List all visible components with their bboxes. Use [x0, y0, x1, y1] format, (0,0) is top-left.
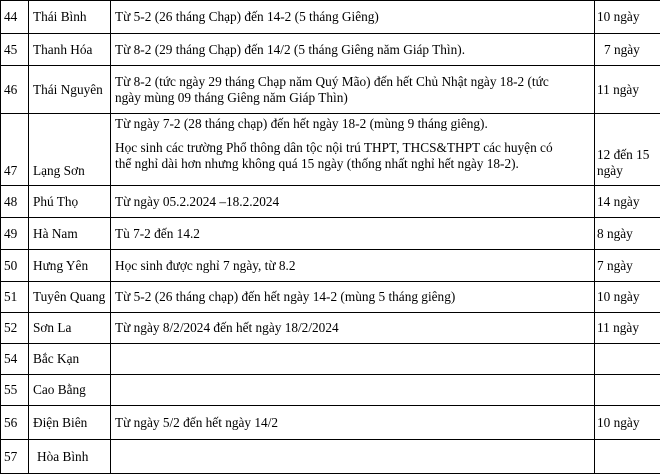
table-row — [1, 186, 660, 218]
province-name: Điện Biên — [29, 406, 111, 440]
table-row — [1, 313, 660, 344]
holiday-detail: Từ 5-2 (26 tháng chạp) đến hết ngày 14-2 (mùng 5 tháng giêng) — [111, 282, 595, 313]
table-row — [1, 34, 660, 66]
holiday-duration: 7 ngày — [595, 34, 660, 66]
province-name: Hà Nam — [29, 218, 111, 250]
holiday-detail: Từ 5-2 (26 tháng Chạp) đến 14-2 (5 tháng Giêng) — [111, 1, 595, 34]
holiday-detail: Từ ngày 7-2 (28 tháng chạp) đến hết ngày 18-2 (mùng 9 tháng giêng). Học sinh các trường Phổ thông dân tộc nội trú THPT, THCS&THPT các huyện có thể nghỉ dài hơn nhưng không quá 15 ngày (thống nhất nghỉ hết ngày 18-2). — [111, 114, 595, 186]
row-number: 45 — [1, 34, 29, 66]
holiday-duration: 10 ngày — [595, 406, 660, 440]
row-number: 54 — [1, 344, 29, 375]
province-name: Thái Nguyên — [29, 66, 111, 114]
holiday-duration: 10 ngày — [595, 282, 660, 313]
holiday-duration: 14 ngày — [595, 186, 660, 218]
holiday-detail: Từ ngày 05.2.2024 –18.2.2024 — [111, 186, 595, 218]
holiday-duration: 12 đến 15 ngày — [595, 114, 660, 186]
holiday-duration: 11 ngày — [595, 313, 660, 344]
row-number: 56 — [1, 406, 29, 440]
row-number: 44 — [1, 1, 29, 34]
row-number: 49 — [1, 218, 29, 250]
holiday-detail: Học sinh được nghỉ 7 ngày, từ 8.2 — [111, 250, 595, 282]
holiday-duration: 8 ngày — [595, 218, 660, 250]
province-name: Hưng Yên — [29, 250, 111, 282]
table-row — [1, 406, 660, 440]
table-row — [1, 250, 660, 282]
holiday-detail — [111, 344, 595, 375]
table-row — [1, 375, 660, 406]
table-row — [1, 114, 660, 186]
holiday-duration — [595, 344, 660, 375]
holiday-duration: 7 ngày — [595, 250, 660, 282]
province-name: Bắc Kạn — [29, 344, 111, 375]
holiday-detail: Từ 8-2 (29 tháng Chạp) đến 14/2 (5 tháng Giêng năm Giáp Thìn). — [111, 34, 595, 66]
table-row — [1, 66, 660, 114]
table-row — [1, 218, 660, 250]
table-row — [1, 282, 660, 313]
row-number: 55 — [1, 375, 29, 406]
row-number: 57 — [1, 440, 29, 474]
province-name: Lạng Sơn — [29, 114, 111, 186]
table-row — [1, 344, 660, 375]
holiday-duration — [595, 375, 660, 406]
table-row — [1, 1, 660, 34]
row-number: 48 — [1, 186, 29, 218]
row-number: 51 — [1, 282, 29, 313]
holiday-detail — [111, 375, 595, 406]
holiday-duration: 10 ngày — [595, 1, 660, 34]
row-number: 47 — [1, 114, 29, 186]
row-number: 50 — [1, 250, 29, 282]
province-name: Hòa Bình — [29, 440, 111, 474]
holiday-detail: Từ ngày 8/2/2024 đến hết ngày 18/2/2024 — [111, 313, 595, 344]
holiday-duration: 11 ngày — [595, 66, 660, 114]
province-name: Phú Thọ — [29, 186, 111, 218]
holiday-detail: Từ 8-2 (tức ngày 29 tháng Chạp năm Quý Mão) đến hết Chủ Nhật ngày 18-2 (tức ngày mùng 09 tháng Giêng năm Giáp Thìn) — [111, 66, 595, 114]
holiday-duration — [595, 440, 660, 474]
holiday-detail — [111, 440, 595, 474]
province-name: Thái Bình — [29, 1, 111, 34]
province-name: Cao Bằng — [29, 375, 111, 406]
row-number: 52 — [1, 313, 29, 344]
holiday-detail: Tù 7-2 đến 14.2 — [111, 218, 595, 250]
province-name: Sơn La — [29, 313, 111, 344]
row-number: 46 — [1, 66, 29, 114]
province-name: Tuyên Quang — [29, 282, 111, 313]
province-name: Thanh Hóa — [29, 34, 111, 66]
table-row — [1, 440, 660, 474]
holiday-detail: Từ ngày 5/2 đến hết ngày 14/2 — [111, 406, 595, 440]
